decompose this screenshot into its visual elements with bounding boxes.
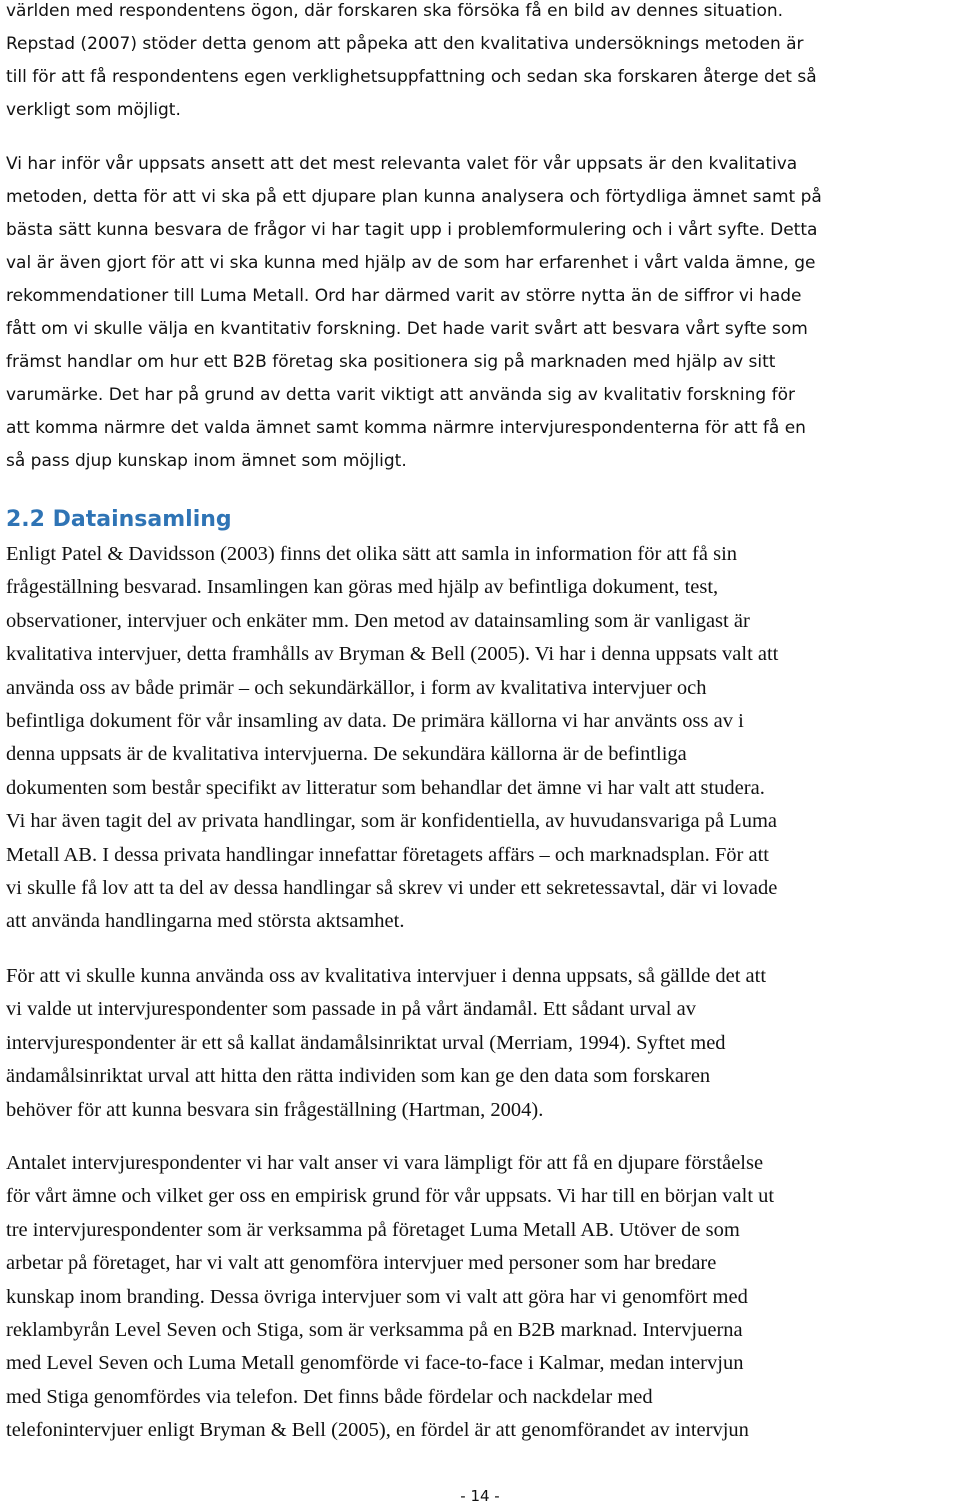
- text-line: att komma närmre det valda ämnet samt komma närmre intervjurespondenterna för att få en: [6, 418, 806, 438]
- text-line: med Stiga genomfördes via telefon. Det finns både fördelar och nackdelar med: [6, 1385, 653, 1408]
- text-line: kunskap inom branding. Dessa övriga intervjuer som vi valt att göra har vi genomfört med: [6, 1285, 748, 1308]
- intro-paragraph: [6, 0, 956, 127]
- text-line: för vårt ämne och vilket ger oss en empirisk grund för vår uppsats. Vi har till en början valt ut: [6, 1185, 775, 1208]
- text-line: verkligt som möjligt.: [6, 100, 181, 120]
- text-line: observationer, intervjuer och enkäter mm. Den metod av datainsamling som är vanligast är: [6, 609, 750, 632]
- text-line: val är även gjort för att vi ska kunna med hjälp av de som har erfarenhet i vårt valda ämne, ge: [6, 253, 816, 273]
- text-line: behöver för att kunna besvara sin frågeställning (Hartman, 2004).: [6, 1098, 544, 1121]
- text-line: denna uppsats är de kvalitativa intervjuerna. De sekundära källorna är de befintliga: [6, 743, 687, 766]
- text-line: kvalitativa intervjuer, detta framhålls av Bryman & Bell (2005). Vi har i denna uppsats valt att: [6, 643, 779, 666]
- text-line: främst handlar om hur ett B2B företag ska positionera sig på marknaden med hjälp av sitt: [6, 352, 776, 372]
- text-line: Vi har inför vår uppsats ansett att det mest relevanta valet för vår uppsats är den kvalitativa: [6, 154, 798, 174]
- text-line: Repstad (2007) stöder detta genom att påpeka att den kvalitativa undersöknings metoden är: [6, 34, 804, 54]
- text-line: med Level Seven och Luma Metall genomförde vi face-to-face i Kalmar, medan intervjun: [6, 1352, 744, 1375]
- text-line: Vi har även tagit del av privata handlingar, som är konfidentiella, av huvudansvariga på Luma: [6, 810, 777, 833]
- page-number: - 14 -: [460, 1487, 500, 1505]
- text-line: Metall AB. I dessa privata handlingar innefattar företagets affärs – och marknadsplan. För att: [6, 843, 769, 866]
- text-line: varumärke. Det har på grund av detta varit viktigt att använda sig av kvalitativ forskning för: [6, 385, 795, 405]
- text-line: metoden, detta för att vi ska på ett djupare plan kunna analysera och förtydliga ämnet samt på: [6, 187, 822, 207]
- sampling-paragraph: [6, 960, 956, 1127]
- text-line: tre intervjurespondenter som är verksamma på företaget Luma Metall AB. Utöver de som: [6, 1218, 740, 1241]
- text-line: världen med respondentens ögon, där forskaren ska försöka få en bild av dennes situation.: [6, 1, 784, 21]
- text-line: ändamålsinriktat urval att hitta den rätta individen som kan ge den data som forskaren: [6, 1065, 711, 1088]
- text-line: vi skulle få lov att ta del av dessa handlingar så skrev vi under ett sekretessavtal, där vi lovade: [6, 877, 778, 900]
- data-collection-paragraph: [6, 538, 956, 939]
- method-paragraph: [6, 148, 956, 478]
- text-line: till för att få respondentens egen verklighetsuppfattning och sedan ska forskaren återge det så: [6, 67, 817, 87]
- text-line: befintliga dokument för vår insamling av data. De primära källorna vi har använts oss av i: [6, 710, 744, 733]
- text-line: att använda handlingarna med största aktsamhet.: [6, 910, 405, 933]
- text-line: intervjurespondenter är ett så kallat ändamålsinriktat urval (Merriam, 1994). Syftet med: [6, 1031, 726, 1054]
- respondents-paragraph: [6, 1147, 956, 1448]
- section-heading: 2.2 Datainsamling: [6, 507, 232, 532]
- text-line: För att vi skulle kunna använda oss av kvalitativa intervjuer i denna uppsats, så gällde det att: [6, 965, 767, 987]
- text-line: rekommendationer till Luma Metall. Ord har därmed varit av större nytta än de siffror vi hade: [6, 286, 802, 306]
- text-line: fått om vi skulle välja en kvantitativ forskning. Det hade varit svårt att besvara vårt syfte som: [6, 319, 808, 339]
- text-line: vi valde ut intervjurespondenter som passade in på vårt ändamål. Ett sådant urval av: [6, 998, 696, 1021]
- text-line: dokumenten som består specifikt av litteratur som behandlar det ämne vi har valt att studera.: [6, 776, 765, 799]
- text-line: Enligt Patel & Davidsson (2003) finns det olika sätt att samla in information för att få sin: [6, 543, 738, 565]
- text-line: bästa sätt kunna besvara de frågor vi har tagit upp i problemformulering och i vårt syfte. Detta: [6, 220, 818, 240]
- text-line: så pass djup kunskap inom ämnet som möjligt.: [6, 451, 407, 471]
- text-line: använda oss av både primär – och sekundärkällor, i form av kvalitativa intervjuer och: [6, 676, 707, 699]
- text-line: frågeställning besvarad. Insamlingen kan göras med hjälp av befintliga dokument, test,: [6, 576, 719, 599]
- text-line: reklambyrån Level Seven och Stiga, som är verksamma på en B2B marknad. Intervjuerna: [6, 1319, 743, 1342]
- text-line: arbetar på företaget, har vi valt att genomföra intervjuer med personer som har bredare: [6, 1252, 717, 1275]
- text-line: Antalet intervjurespondenter vi har valt anser vi vara lämpligt för att få en djupare förståelse: [6, 1152, 764, 1174]
- text-line: telefonintervjuer enligt Bryman & Bell (2005), en fördel är att genomförandet av intervjun: [6, 1419, 749, 1442]
